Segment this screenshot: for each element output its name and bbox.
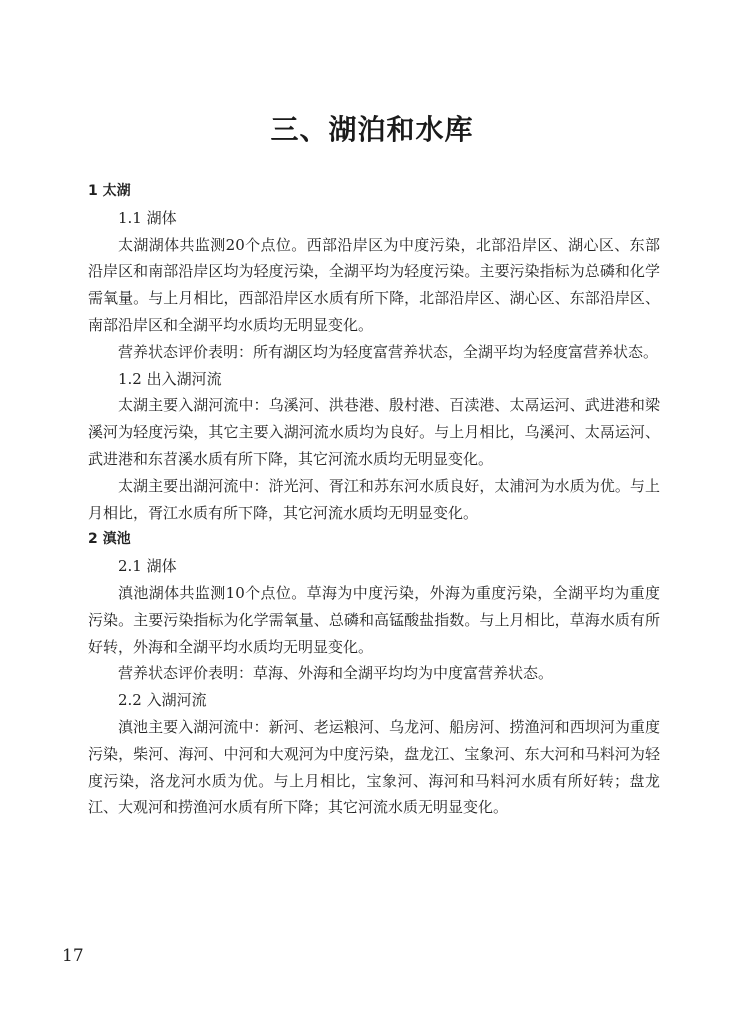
paragraph: 滇池主要入湖河流中：新河、老运粮河、乌龙河、船房河、捞渔河和西坝河为重度污染，柴河、海河、中河和大观河为中度污染，盘龙江、宝象河、东大河和马料河为轻度污染，洛龙河水质为优。与上月相比，宝象河、海河和马料河水质有所好转；盘龙江、大观河和捞渔河水质有所下降；其它河流水质无明显变化。 [88, 717, 660, 817]
subsection-heading: 1.1 湖体 [118, 208, 177, 227]
paragraph: 营养状态评价表明：草海、外海和全湖平均均为中度富营养状态。 [118, 664, 554, 683]
page-title: 三、湖泊和水库 [270, 113, 474, 146]
subsection-heading: 2.1 湖体 [118, 557, 177, 576]
section-heading: 2 滇池 [88, 531, 131, 548]
paragraph: 滇池湖体共监测10个点位。草海为中度污染，外海为重度污染，全湖平均为重度污染。主要污染指标为化学需氧量、总磷和高锰酸盐指数。与上月相比，草海水质有所好转，外海和全湖平均水质均无明显变化。 [88, 583, 660, 656]
page-content [88, 178, 660, 821]
paragraph: 营养状态评价表明：所有湖区均为轻度富营养状态，全湖平均为轻度富营养状态。 [118, 342, 659, 361]
page-number: 17 [62, 946, 84, 966]
section-heading: 1 太湖 [88, 183, 131, 199]
subsection-heading: 1.2 出入湖河流 [118, 369, 222, 388]
paragraph: 太湖主要出湖河流中：浒光河、胥江和苏东河水质良好，太浦河为水质为优。与上月相比，胥江水质有所下降，其它河流水质均无明显变化。 [88, 476, 660, 522]
subsection-heading: 2.2 入湖河流 [118, 691, 207, 710]
paragraph: 太湖主要入湖河流中：乌溪河、洪巷港、殷村港、百渎港、太鬲运河、武进港和梁溪河为轻度污染，其它主要入湖河流水质均为良好。与上月相比，乌溪河、太鬲运河、武进港和东苕溪水质有所下降，其它河流水质均无明显变化。 [88, 396, 660, 468]
paragraph: 太湖湖体共监测20个点位。西部沿岸区为中度污染，北部沿岸区、湖心区、东部沿岸区和南部沿岸区均为轻度污染，全湖平均为轻度污染。主要污染指标为总磷和化学需氧量。与上月相比，西部沿岸区水质有所下降，北部沿岸区、湖心区、东部沿岸区、南部沿岸区和全湖平均水质均无明显变化。 [88, 235, 660, 334]
